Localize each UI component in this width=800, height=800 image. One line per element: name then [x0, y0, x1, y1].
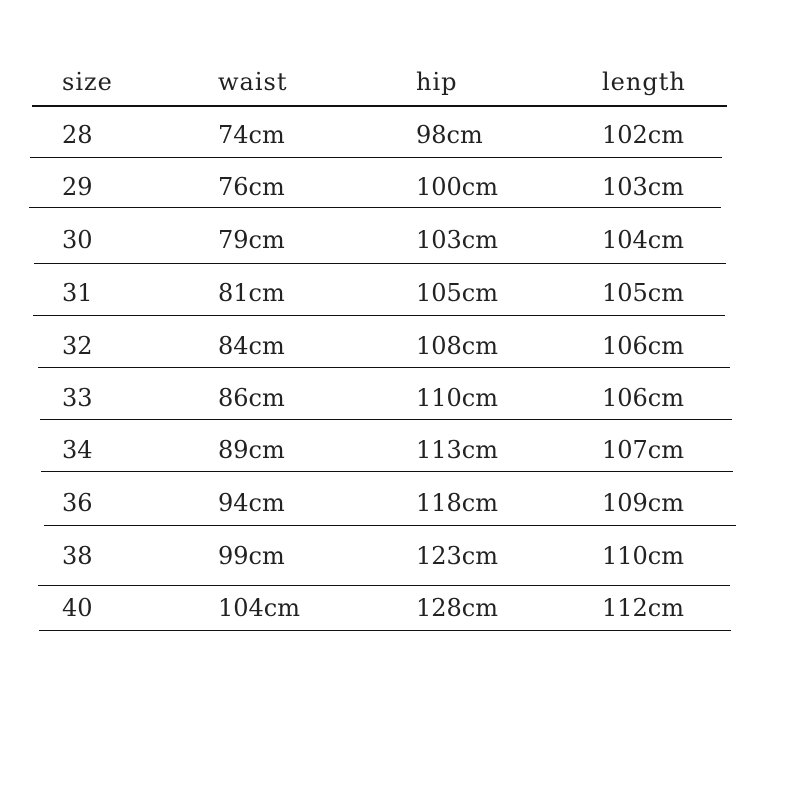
table-row [0, 383, 800, 413]
header-hip: hip [416, 68, 458, 96]
cell-length: 106cm [602, 384, 685, 412]
cell-length: 105cm [602, 279, 685, 307]
row-divider [44, 525, 736, 526]
cell-hip: 103cm [416, 226, 499, 254]
table-row [0, 541, 800, 571]
cell-size: 33 [62, 384, 93, 412]
cell-hip: 113cm [416, 436, 499, 464]
cell-length: 102cm [602, 121, 685, 149]
cell-size: 34 [62, 436, 93, 464]
cell-hip: 108cm [416, 332, 499, 360]
row-divider [29, 207, 721, 208]
cell-hip: 110cm [416, 384, 499, 412]
table-row [0, 120, 800, 150]
table-row [0, 278, 800, 308]
cell-waist: 76cm [218, 173, 285, 201]
table-row [0, 225, 800, 255]
cell-hip: 105cm [416, 279, 499, 307]
cell-length: 106cm [602, 332, 685, 360]
cell-waist: 84cm [218, 332, 285, 360]
row-divider [39, 630, 731, 631]
header-length: length [602, 68, 686, 96]
cell-size: 31 [62, 279, 93, 307]
row-divider [40, 419, 732, 420]
cell-hip: 128cm [416, 594, 499, 622]
row-divider [33, 315, 725, 316]
row-divider [34, 263, 726, 264]
cell-waist: 94cm [218, 489, 285, 517]
cell-size: 40 [62, 594, 93, 622]
cell-waist: 99cm [218, 542, 285, 570]
cell-waist: 81cm [218, 279, 285, 307]
cell-waist: 86cm [218, 384, 285, 412]
cell-size: 38 [62, 542, 93, 570]
row-divider [30, 157, 722, 158]
cell-length: 109cm [602, 489, 685, 517]
cell-size: 29 [62, 173, 93, 201]
cell-hip: 118cm [416, 489, 499, 517]
table-row [0, 593, 800, 623]
cell-hip: 123cm [416, 542, 499, 570]
table-row [0, 435, 800, 465]
row-divider [38, 367, 730, 368]
cell-hip: 98cm [416, 121, 483, 149]
header-size: size [62, 68, 113, 96]
row-divider [41, 471, 733, 472]
cell-waist: 79cm [218, 226, 285, 254]
table-row [0, 172, 800, 202]
cell-size: 32 [62, 332, 93, 360]
cell-waist: 74cm [218, 121, 285, 149]
table-header-row [0, 67, 800, 97]
row-divider [38, 585, 730, 586]
cell-length: 107cm [602, 436, 685, 464]
cell-length: 110cm [602, 542, 685, 570]
cell-waist: 89cm [218, 436, 285, 464]
header-waist: waist [218, 68, 288, 96]
cell-waist: 104cm [218, 594, 301, 622]
cell-length: 112cm [602, 594, 685, 622]
cell-hip: 100cm [416, 173, 499, 201]
table-row [0, 331, 800, 361]
cell-size: 30 [62, 226, 93, 254]
header-divider [32, 105, 727, 107]
cell-length: 104cm [602, 226, 685, 254]
cell-length: 103cm [602, 173, 685, 201]
table-row [0, 488, 800, 518]
cell-size: 28 [62, 121, 93, 149]
cell-size: 36 [62, 489, 93, 517]
